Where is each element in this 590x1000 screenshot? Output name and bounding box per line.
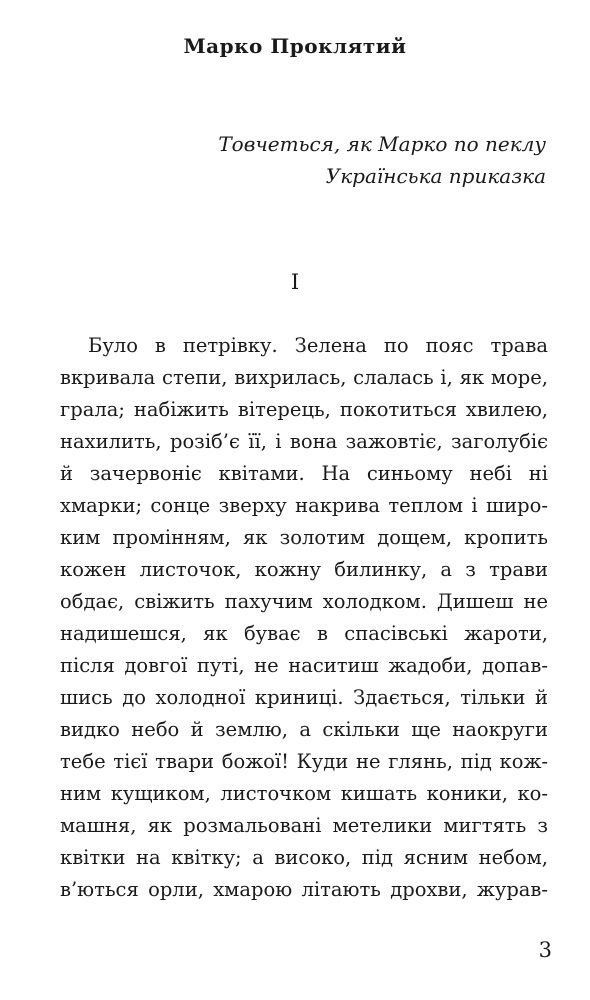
text-line: машня, як розмальовані метелики мигтять з	[60, 814, 548, 837]
section-number: I	[290, 270, 300, 294]
text-line: грала; набіжить вітерець, покотиться хвилею,	[60, 398, 548, 421]
text-line: нахилить, розіб’є її, і вона зажовтіє, заголубіє	[60, 430, 548, 453]
body-text	[60, 330, 548, 906]
text-line: обдає, свіжить пахучим холодком. Дишеш не	[60, 590, 548, 613]
text-line: ким промінням, як золотим дощем, кропить	[60, 526, 548, 549]
text-line: кожен листочок, кожну билинку, а з трави	[60, 558, 548, 581]
text-line: шись до холодної криниці. Здається, тільки й	[60, 686, 548, 709]
text-line: в’ються орли, хмарою літають дрохви, журав-	[60, 878, 548, 901]
epigraph	[218, 128, 546, 192]
epigraph-source: Українська приказка	[325, 164, 546, 188]
text-line: Було в петрівку. Зелена по пояс трава	[88, 334, 548, 357]
text-line: хмарки; сонце зверху накрива теплом і широ-	[60, 494, 548, 517]
text-line: й зачервоніє квітами. На синьому небі ні	[60, 462, 548, 485]
page-number: 3	[538, 938, 552, 962]
text-line: ним кущиком, листочком кишать коники, ко-	[60, 782, 548, 805]
text-line: тебе тієї твари божої! Куди не глянь, під кож-	[60, 750, 548, 773]
text-line: квітки на квітку; а високо, під ясним небом,	[60, 846, 548, 869]
epigraph-quote: Товчеться, як Марко по пеклу	[218, 132, 546, 156]
chapter-title: Марко Проклятий	[183, 34, 407, 58]
text-line: видко небо й землю, а скільки ще наокруги	[60, 718, 548, 741]
text-line: надишешся, як буває в спасівські жароти,	[60, 622, 548, 645]
text-line: після довгої путі, не наситиш жадоби, допав-	[60, 654, 548, 677]
text-line: вкривала степи, вихрилась, слалась і, як море,	[60, 366, 548, 389]
